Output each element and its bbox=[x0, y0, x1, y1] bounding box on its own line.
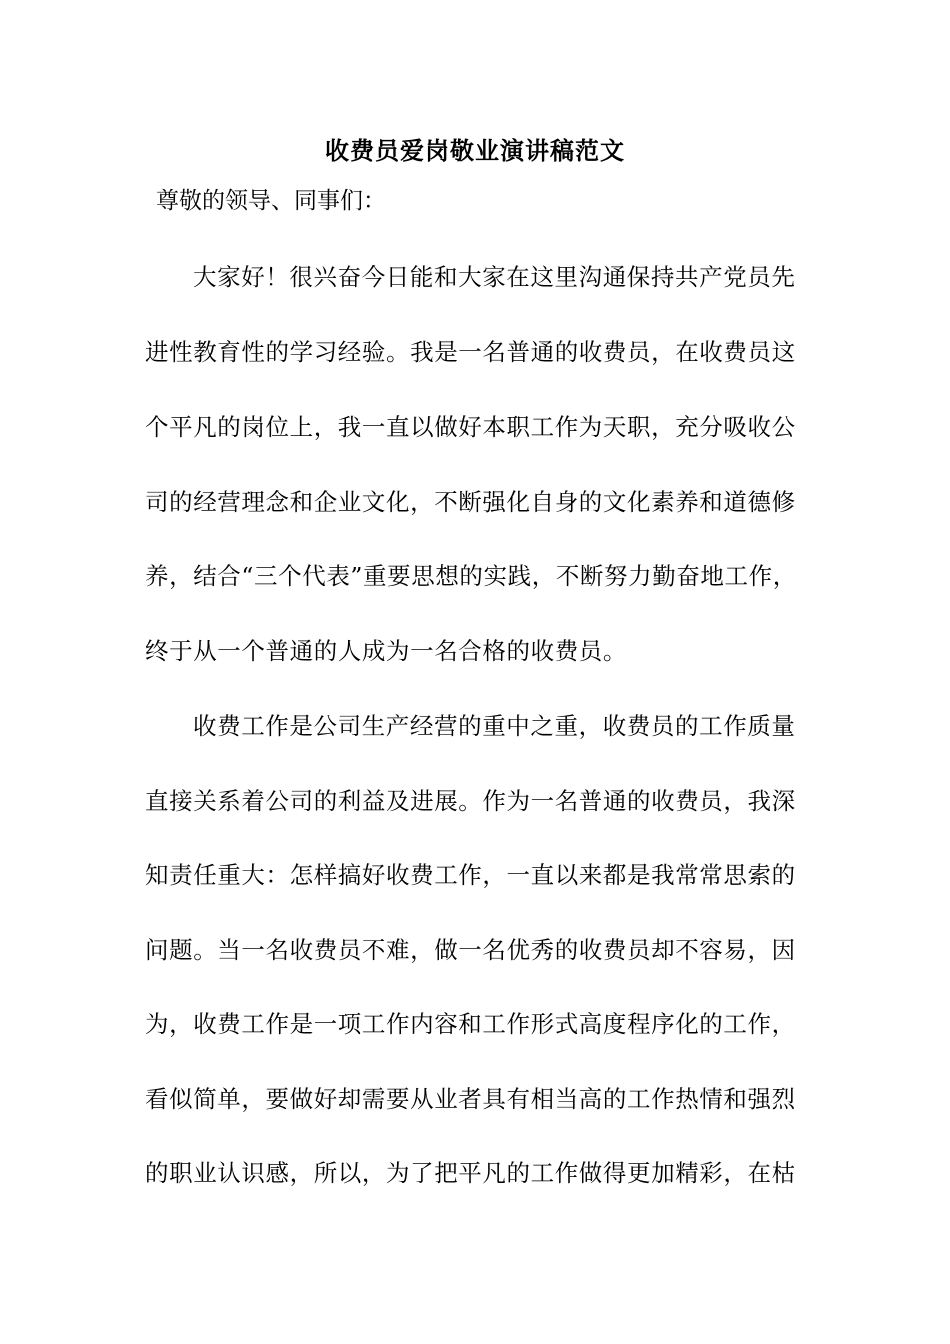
paragraph-line: 司的经营理念和企业文化，不断强化自身的文化素养和道德修 bbox=[145, 488, 796, 516]
paragraph-line: 的职业认识感，所以，为了把平凡的工作做得更加精彩，在枯 bbox=[145, 1159, 796, 1187]
paragraph-line: 问题。当一名收费员不难，做一名优秀的收费员却不容易，因 bbox=[145, 936, 796, 964]
paragraph-line: 看似简单，要做好却需要从业者具有相当高的工作热情和强烈 bbox=[145, 1085, 796, 1113]
paragraph-line: 终于从一个普通的人成为一名合格的收费员。 bbox=[145, 637, 627, 665]
paragraph-line: 大家好！很兴奋今日能和大家在这里沟通保持共产党员先 bbox=[193, 263, 796, 291]
paragraph-line: 知责任重大：怎样搞好收费工作，一直以来都是我常常思索的 bbox=[145, 861, 796, 889]
document-title: 收费员爱岗敬业演讲稿范文 bbox=[325, 137, 625, 165]
paragraph-line: 为，收费工作是一项工作内容和工作形式高度程序化的工作， bbox=[145, 1010, 796, 1038]
paragraph-line: 个平凡的岗位上，我一直以做好本职工作为天职，充分吸收公 bbox=[145, 413, 796, 441]
paragraph-line: 直接关系着公司的利益及进展。作为一名普通的收费员，我深 bbox=[145, 787, 796, 815]
paragraph-line: 进性教育性的学习经验。我是一名普通的收费员，在收费员这 bbox=[145, 338, 796, 366]
paragraph-line: 养，结合“三个代表”重要思想的实践，不断努力勤奋地工作， bbox=[145, 562, 797, 590]
salutation: 尊敬的领导、同事们： bbox=[156, 188, 386, 214]
paragraph-line: 收费工作是公司生产经营的重中之重，收费员的工作质量 bbox=[193, 712, 796, 740]
